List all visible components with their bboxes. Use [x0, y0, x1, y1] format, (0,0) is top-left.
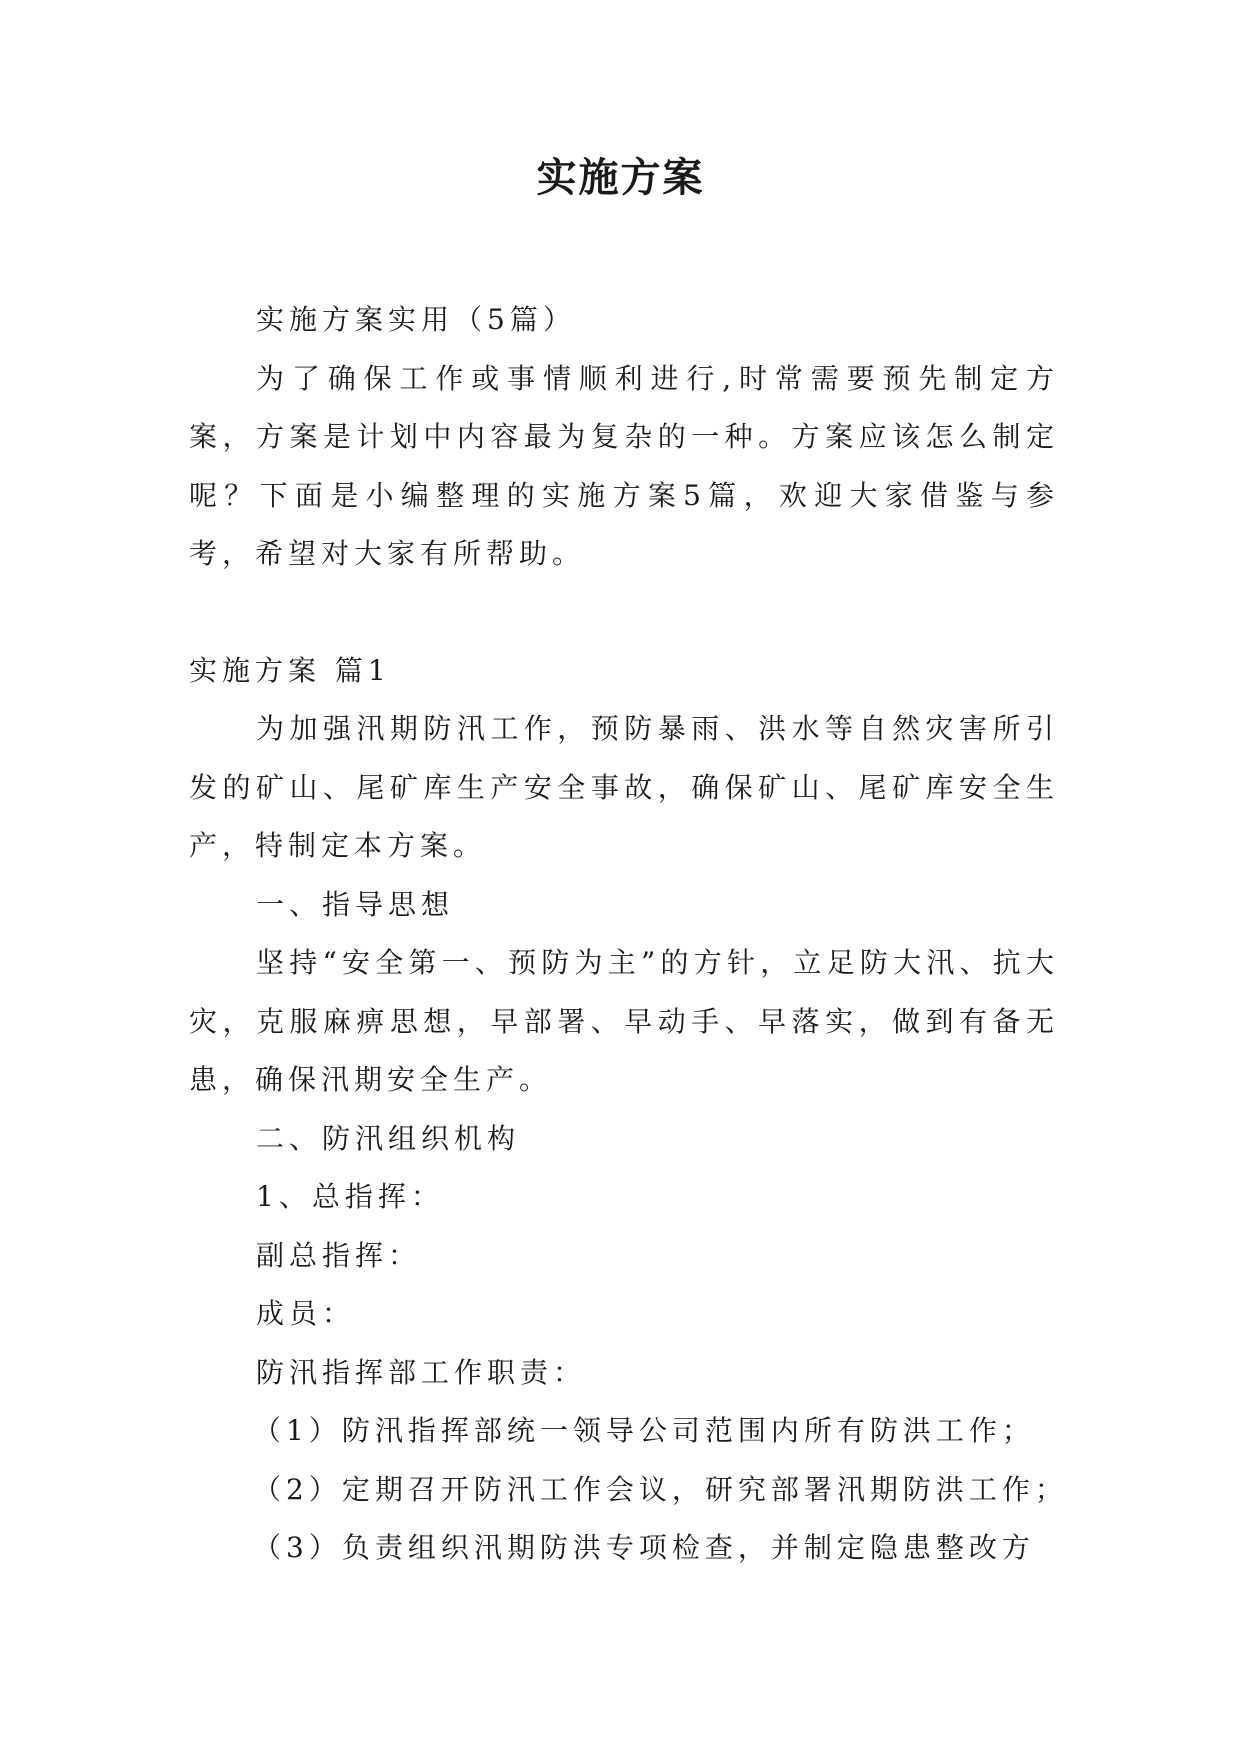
subtitle: 实施方案实用（5篇）	[256, 303, 576, 336]
document-title: 实施方案	[536, 155, 705, 201]
duty-item: （1）防汛指挥部统一领导公司范围内所有防洪工作；	[253, 1414, 1035, 1447]
heading-organization: 二、防汛组织机构	[256, 1121, 521, 1155]
heading-guiding-ideology: 一、指导思想	[256, 887, 455, 921]
section-intro-paragraph: 为加强汛期防汛工作，预防暴雨、洪水等自然灾害所引发的矿山、尾矿库生产安全事故，确保矿山、尾矿库安全生产，特制定本方案。	[189, 712, 1059, 862]
duty-item: （3）负责组织汛期防洪专项检查，并制定隐患整改方	[253, 1531, 1035, 1564]
members-line: 成员：	[256, 1297, 356, 1330]
duties-heading: 防汛指挥部工作职责：	[256, 1355, 587, 1389]
duty-item: （2）定期召开防汛工作会议，研究部署汛期防洪工作；	[253, 1472, 1068, 1506]
spacer	[189, 584, 1059, 642]
guideline-paragraph: 坚持“安全第一、预防为主”的方针，立足防大汛、抗大灾，克服麻痹思想，早部署、早动手、早落实，做到有备无患，确保汛期安全生产。	[189, 946, 1059, 1096]
commander-line: 1、总指挥：	[256, 1180, 444, 1213]
section-heading: 实施方案 篇1	[189, 653, 391, 687]
deputy-commander-line: 副总指挥：	[256, 1238, 422, 1272]
document-body	[189, 291, 1068, 1578]
intro-paragraph: 为了确保工作或事情顺利进行,时常需要预先制定方案，方案是计划中内容最为复杂的一种。方案应该怎么制定呢？下面是小编整理的实施方案5篇，欢迎大家借鉴与参考，希望对大家有所帮助。	[189, 361, 1059, 570]
